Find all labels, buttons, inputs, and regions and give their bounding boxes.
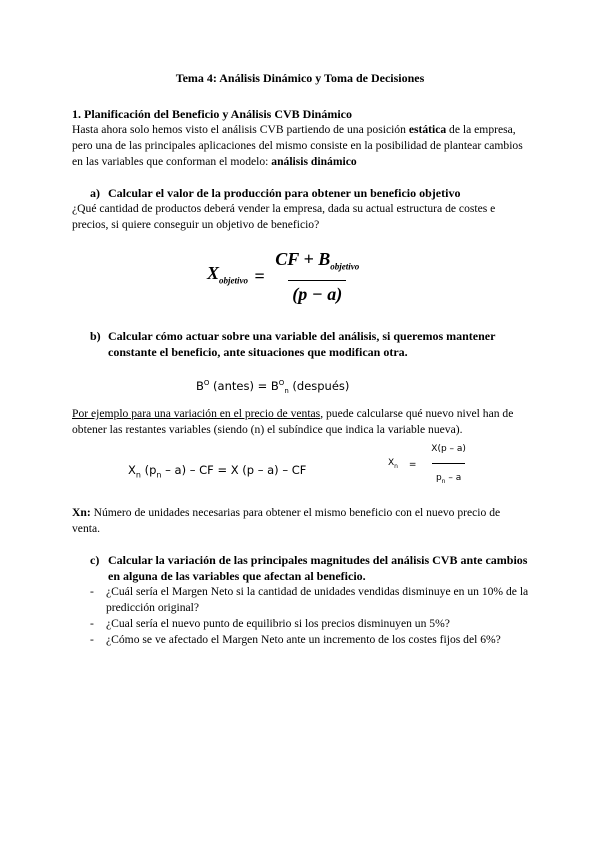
xn-note-label: Xn: [72, 506, 91, 519]
question-list [72, 584, 530, 648]
eq1-sup1: O [203, 379, 210, 387]
eq3-den-b: – a [445, 473, 462, 483]
list-item: - ¿Cómo se ve afectado el Margen Neto ante un incremento de los costes fijos del 6%? [72, 632, 530, 648]
section-heading: 1. Planificación del Beneficio y Análisis CVB Dinámico [72, 107, 353, 121]
eq3-den-a: p [435, 473, 442, 483]
example-paragraph [72, 406, 530, 438]
xn-note-text: Número de unidades necesarias para obtener el mismo beneficio con el nuevo precio de venta. [72, 506, 501, 535]
eq2-x: X [128, 463, 136, 477]
equation-xn [388, 443, 470, 488]
eq3-lhs-sub: n [394, 463, 398, 471]
subsection-c-title: Calcular la variación de las principales magnitudes del análisis CVB ante cambios en alguna de las variables que afectan al beneficio. [108, 553, 528, 583]
example-underlined: Por ejemplo para una variación en el precio de ventas [72, 407, 321, 420]
eq3-eq: = [408, 460, 417, 471]
list-item: - ¿Cuál sería el Margen Neto si la cantidad de unidades vendidas disminuye en un 10% de la predicción original? [72, 584, 530, 616]
eq1-b: B [196, 378, 204, 393]
page-title: Tema 4: Análisis Dinámico y Toma de Decisiones [175, 71, 425, 85]
formula-lhs-sub: objetivo [219, 275, 249, 286]
eq3-den-sub: n [441, 477, 446, 485]
intro-bold-static: estática [408, 123, 447, 136]
formula-eq: = [254, 266, 265, 287]
list-item: - ¿Cual sería el nuevo punto de equilibrio si los precios disminuyen un 5%? [72, 616, 530, 632]
formula-lhs: X [207, 262, 220, 283]
equation-benefit [196, 375, 349, 399]
subsection-a-title: Calcular el valor de la producción para obtener un beneficio objetivo [108, 186, 461, 200]
eq3-num: X(p – a) [431, 444, 466, 454]
eq1-sub2: n [284, 387, 289, 396]
eq2-sub: n [135, 470, 141, 480]
subsection-a-text: ¿Qué cantidad de productos deberá vender la empresa, dada su actual estructura de costes e precios, si quiere conseguir un objetivo de beneficio? [72, 202, 496, 231]
formula-num: CF + B [275, 249, 331, 269]
eq1-sup2: O [278, 379, 285, 387]
eq2-sub2: n [156, 470, 162, 480]
subsection-b-title: Calcular cómo actuar sobre una variable del análisis, si queremos mantener constante el beneficio, ante situaciones que modifican otra. [108, 329, 496, 359]
example-rest: , puede calcularse qué nuevo nivel han de obtener las restantes variables (siendo (n) el subíndice que indica la variable nueva). [72, 407, 514, 436]
intro-bold-dynamic: análisis dinámico [271, 155, 357, 168]
intro-text-b: de la empresa, pero una de las principales aplicaciones del mismo consiste en la posibilidad de plantear cambios en las variables que conforman el modelo: [72, 123, 523, 168]
subsection-c-label: c) [90, 553, 100, 567]
formula-num-sub: objetivo [330, 261, 360, 272]
subsection-a-label: a) [90, 186, 100, 200]
eq3-lhs: X [388, 458, 395, 469]
xn-note [72, 505, 530, 537]
eq1-end: (después) [288, 378, 350, 393]
eq2-rest2: – a) – CF = X (p – a) – CF [161, 463, 307, 477]
intro-text-a: Hasta ahora solo hemos visto el análisis CVB partiendo de una posición [72, 123, 409, 136]
subsection-b-label: b) [90, 329, 101, 343]
formula-objective [207, 248, 363, 305]
equation-constant-benefit [128, 462, 306, 483]
eq1-mid: (antes) = B [209, 378, 279, 393]
formula-den: (p − a) [288, 280, 346, 305]
eq2-rest1: (p [140, 463, 157, 477]
intro-paragraph [72, 122, 530, 170]
